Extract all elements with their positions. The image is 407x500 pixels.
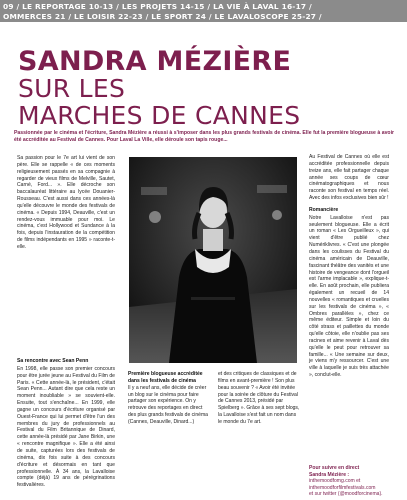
paragraph: Sa passion pour le 7e art lui vient de son père. Elle se rappelle « de ces moments religieusement passés en sa compagnie à regarder de vieux films de Melville, Sautet, Carné, Ford... ». Elle décroche son baccalauréat littéraire au lycée Douanier-Rousseau. C'est aussi dans ces années-là qu'elle découvre le monde des festivals de cinéma. « Depuis 1994, Deauville, c'est un rendez-vous immuable pour moi. Le cinéma, c'est Hollywood et Sundance à la fois, depuis l'instauration de la compétition de films indépendants en 1995 » raconte-t-elle.: [17, 155, 115, 250]
column-left-top: [17, 155, 115, 256]
caption-text: et des critiques de classiques et de films en avant-première ! Son plus beau souvenir ? « Avoir été invitée pour la soirée de clôture du Festival de Cannes 2013, présidé par Spielberg ». Grâce à ses sept blogs, la Lavalloise s'est fait un nom dans le monde du 7e art.: [218, 371, 300, 425]
caption-right: [218, 371, 300, 426]
caption-heading: Première blogueuse accréditée dans les festivals de cinéma: [128, 371, 203, 384]
paragraph: Au Festival de Cannes où elle est accréditée professionnelle depuis treize ans, elle fait partager chaque année ses coups de cœur cinématographiques et nous raconte son festival en temps réel. Avec des infos exclusives bien sûr !: [309, 154, 389, 202]
section-index-row-2: OMMERCES 21 / LE LOISIR 22-23 / LE SPORT 24 / LE LAVALOSCOPE 25-27 /: [3, 11, 322, 21]
article-title-line-3: MARCHES DE CANNES: [18, 101, 301, 130]
section-index-bar: [0, 0, 407, 22]
subheading-sean-penn: Sa rencontre avec Sean Penn: [17, 358, 89, 364]
follow-link-1[interactable]: inthemoodfomg.com et: [309, 478, 361, 485]
column-left-bottom: [17, 358, 115, 494]
caption-left: [128, 371, 210, 426]
paragraph: En 1998, elle passe son premier concours pour être jurée jeune au Festival du Film de Paris. « Cette année-là, le président, c'était Sean Penn... Autant dire que cela reste un moment inoubliable » se souvient-elle. Ensuite, tout s'enchaîne... En 1999, elle gagne un concours d'écriture organisé par Ouest-France qui lui permet d'être l'un des membres du jury de professionnels au Festival du Film Britannique de Dinard, cette année-là présidé par Jane Birkin, une « rencontre magnifique ». Elle a été ainsi de suite, capturées lors des festivals de cinéma, dix fois suite à des concours d'écriture et désormais en tant que professionnelle. À 34 ans, la Lavalloise compte (déjà) 19 ans de pérégrinations festivalières.: [17, 365, 115, 489]
article-title-line-2: SUR LES: [18, 74, 126, 103]
paragraph: Notre Lavalloise n'est pas seulement blogueuse. Elle a écrit un roman « Les Orgueilleux », qui vient d'être publié chez Numériklivres. « C'est une plongée dans les coulisses du Festival du cinéma américain de Deauville, fascinant théâtre des vanités et une histoire de vengeance dont l'orgueil est l'arme implacable », explique-t-elle. En août prochain, elle publiera également un recueil de 14 nouvelles « romantiques et cruelles sur les festivals de cinéma », « Ombres parallèles », chez ce même éditeur. Simple et loin du côté strass et paillettes du monde qu'elle côtoie, elle n'oublie pas ses racines et aime revenir à Laval dès qu'elle le peut pour retrouver sa famille... « Une semaine sur deux, je viens m'y ressourcer. C'est une ville à laquelle je suis très attachée », conclut-elle.: [309, 214, 389, 379]
follow-heading: Pour suivre en direct: [309, 465, 360, 471]
subheading-romanciere: Romancière: [309, 206, 339, 213]
follow-name: Sandra Mézière :: [309, 471, 350, 478]
column-right: [309, 154, 389, 384]
article-intro: Passionnée par le cinéma et l'écriture, Sandra Mézière a réussi à s'imposer dans les plus grands festivals de cinéma. Elle fut la première blogueuse à avoir été accréditée au Festival de Cannes. Pour Laval La Ville, elle déroule son tapis rouge...: [14, 130, 394, 143]
photo-illustration-icon: [129, 157, 297, 363]
follow-link-2[interactable]: inthemoodforfilmfestivals.com: [309, 484, 376, 491]
article-title-line-1: SANDRA MÉZIÈRE: [18, 46, 292, 77]
caption-text: Il y a neuf ans, elle décide de créer un blog sur le cinéma pour faire partager son expérience. On y retrouve des reportages en direct des plus grands festivals de cinéma (Cannes, Deauville, Dinard...): [128, 384, 208, 425]
follow-box: [309, 465, 395, 498]
section-index-row-1: 09 / LE REPORTAGE 10-13 / LES PROJETS 14-15 / LA VIE À LAVAL 16-17 /: [3, 2, 312, 11]
red-carpet-photo: [129, 157, 297, 363]
follow-link-3[interactable]: et sur twitter (@moodforcinema).: [309, 491, 383, 498]
